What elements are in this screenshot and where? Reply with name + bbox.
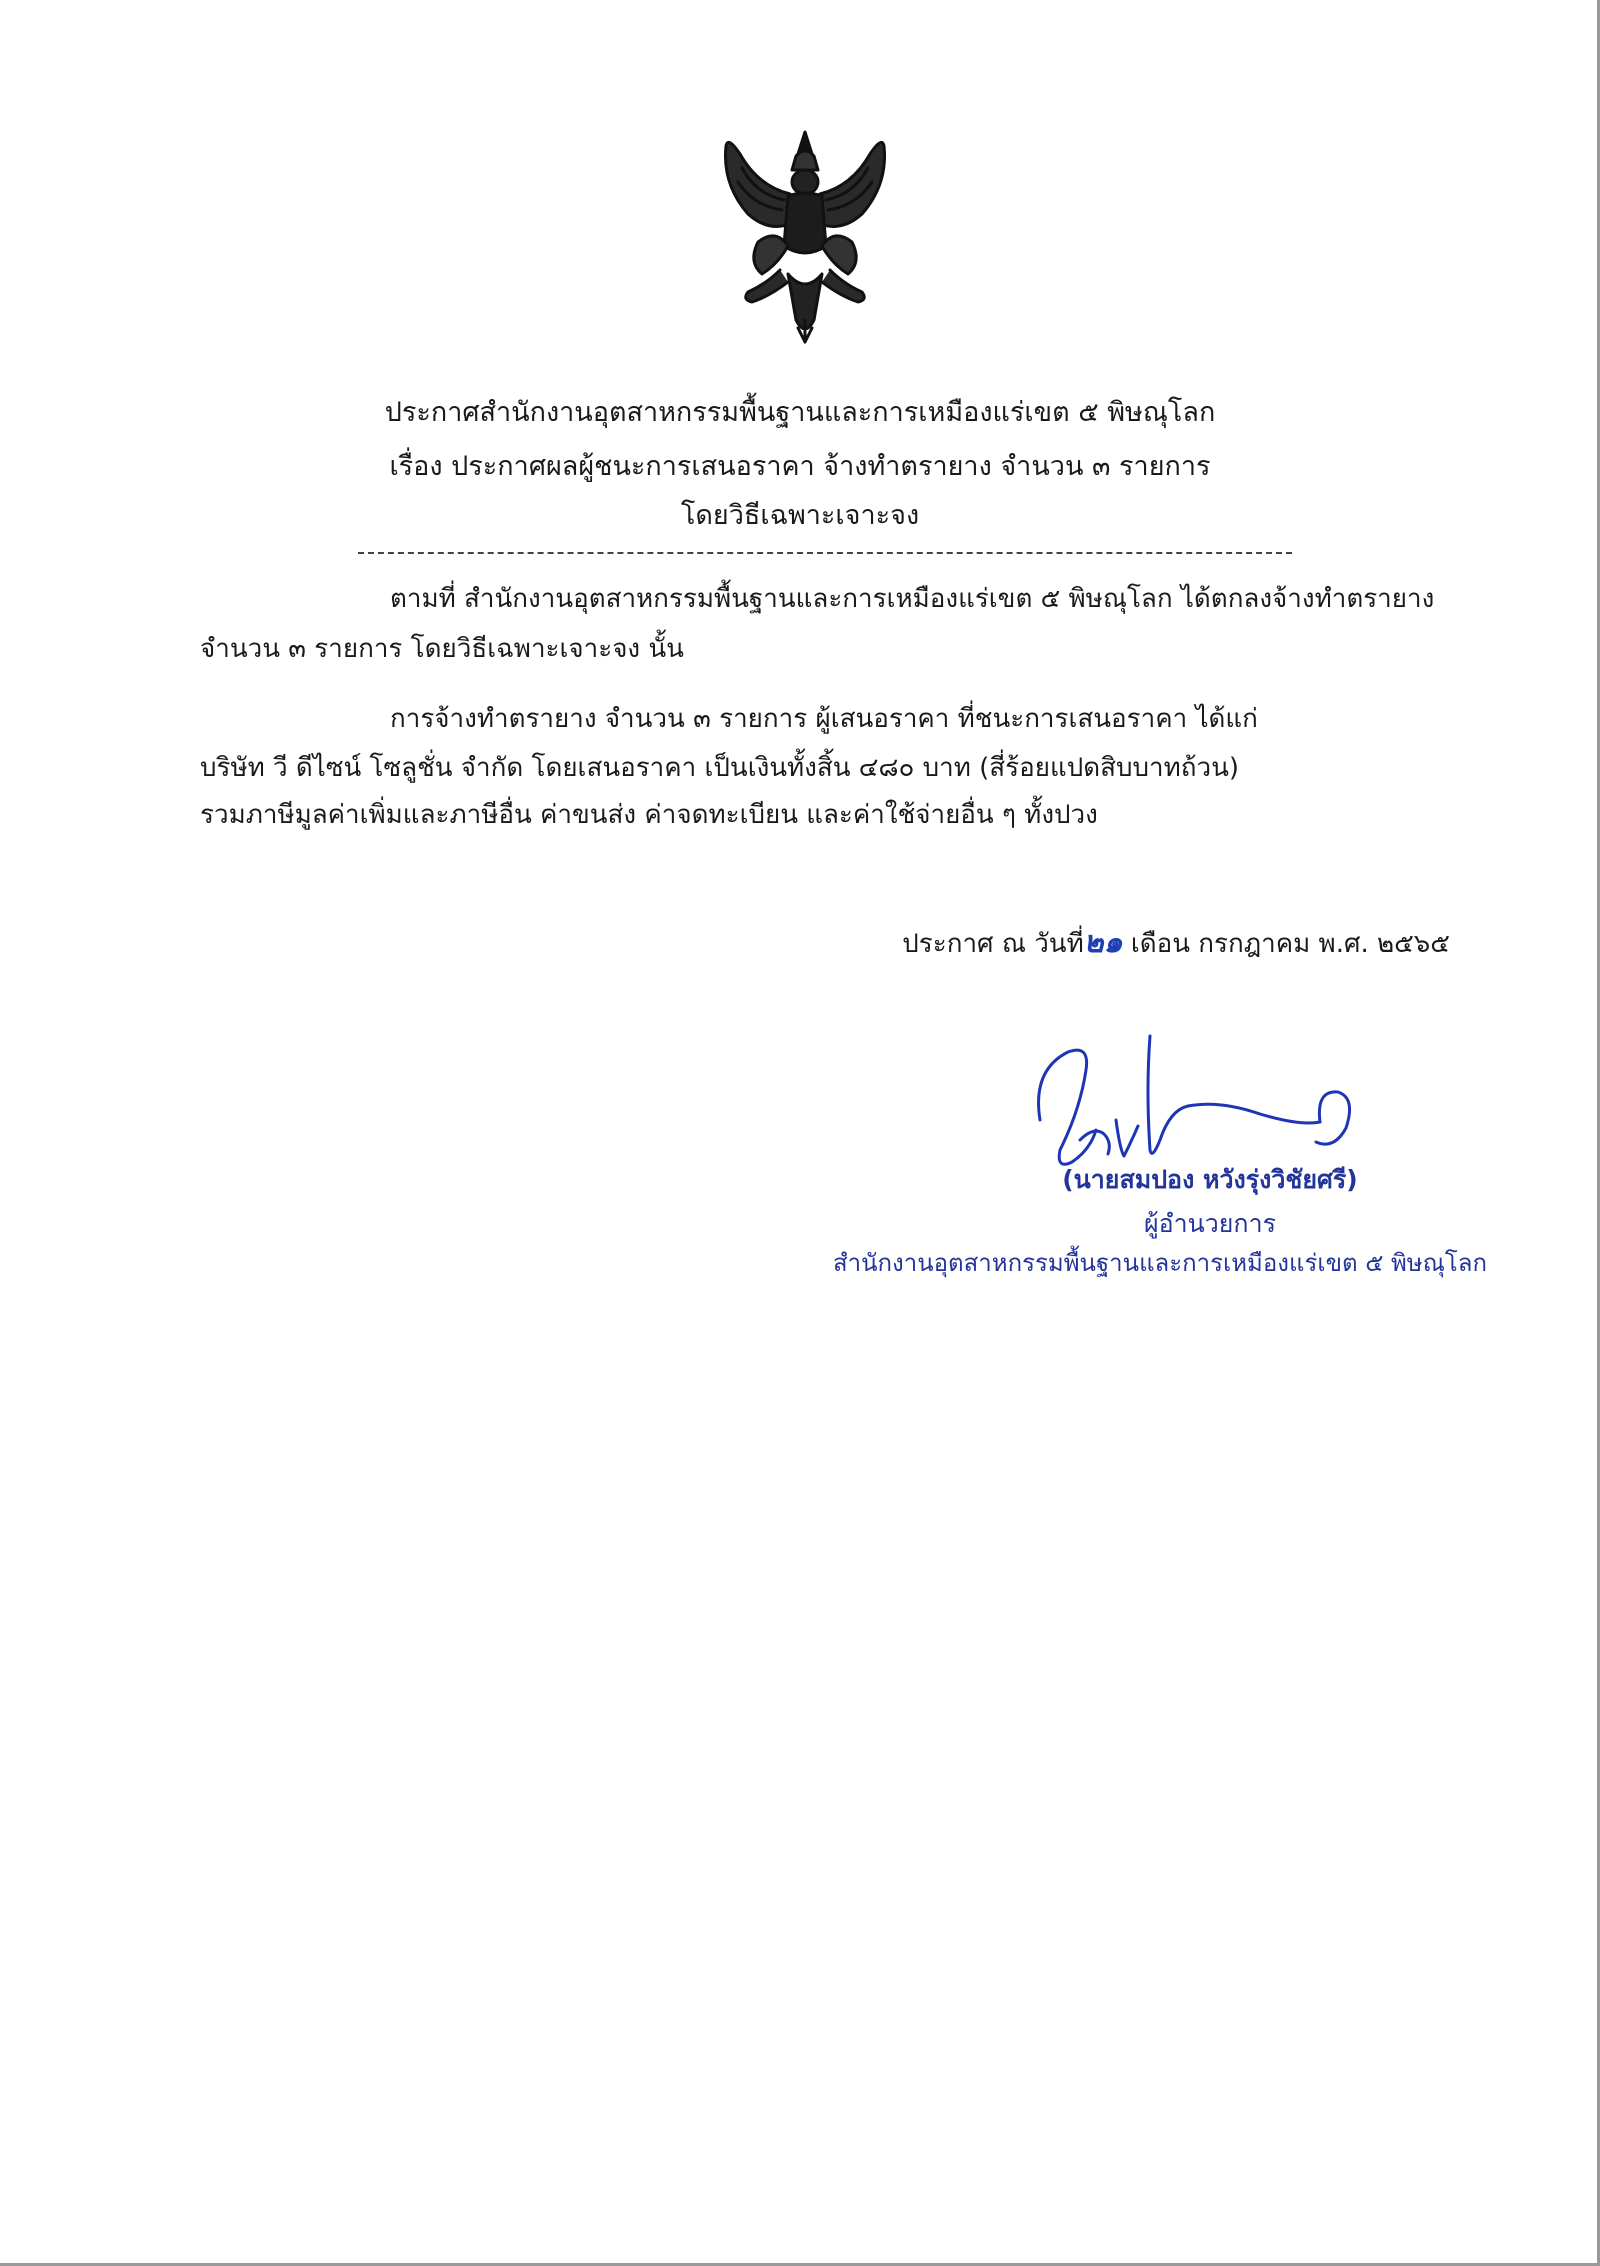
announcement-date <box>860 920 1450 967</box>
paragraph-1-line-1: ตามที่ สำนักงานอุตสาหกรรมพื้นฐานและการเหมืองแร่เขต ๕ พิษณุโลก ได้ตกลงจ้างทำตรายาง <box>390 584 1435 614</box>
signatory-name: (นายสมปอง หวังรุ่งวิชัยศรี) <box>1062 1165 1358 1194</box>
signatory-position: ผู้อำนวยการ <box>1143 1209 1277 1238</box>
announcement-subject: เรื่อง ประกาศผลผู้ชนะการเสนอราคา จ้างทำตรายาง จำนวน ๓ รายการ <box>389 451 1211 482</box>
paragraph-2-line-1: การจ้างทำตรายาง จำนวน ๓ รายการ ผู้เสนอราคา ที่ชนะการเสนอราคา ได้แก่ <box>390 704 1258 734</box>
signatory-office: สำนักงานอุตสาหกรรมพื้นฐานและการเหมืองแร่เขต ๕ พิษณุโลก <box>832 1249 1488 1277</box>
date-day: ๒๑ <box>1083 925 1123 960</box>
dashed-divider <box>358 552 1292 554</box>
date-suffix: เดือน กรกฎาคม พ.ศ. ๒๕๖๕ <box>1130 929 1450 959</box>
paragraph-2-line-3: รวมภาษีมูลค่าเพิ่มและภาษีอื่น ค่าขนส่ง ค่าจดทะเบียน และค่าใช้จ่ายอื่น ๆ ทั้งปวง <box>200 800 1098 830</box>
garuda-emblem-icon <box>718 124 892 346</box>
paragraph-2-line-2: บริษัท วี ดีไซน์ โซลูชั่น จำกัด โดยเสนอราคา เป็นเงินทั้งสิ้น ๔๘๐ บาท (สี่ร้อยแปดสิบบาทถ้วน) <box>200 753 1240 783</box>
announcement-title: ประกาศสำนักงานอุตสาหกรรมพื้นฐานและการเหมืองแร่เขต ๕ พิษณุโลก <box>384 397 1216 428</box>
announcement-method: โดยวิธีเฉพาะเจาะจง <box>680 500 920 531</box>
date-prefix: ประกาศ ณ วันที่ <box>902 929 1084 959</box>
paragraph-1-line-2: จำนวน ๓ รายการ โดยวิธีเฉพาะเจาะจง นั้น <box>200 634 684 664</box>
